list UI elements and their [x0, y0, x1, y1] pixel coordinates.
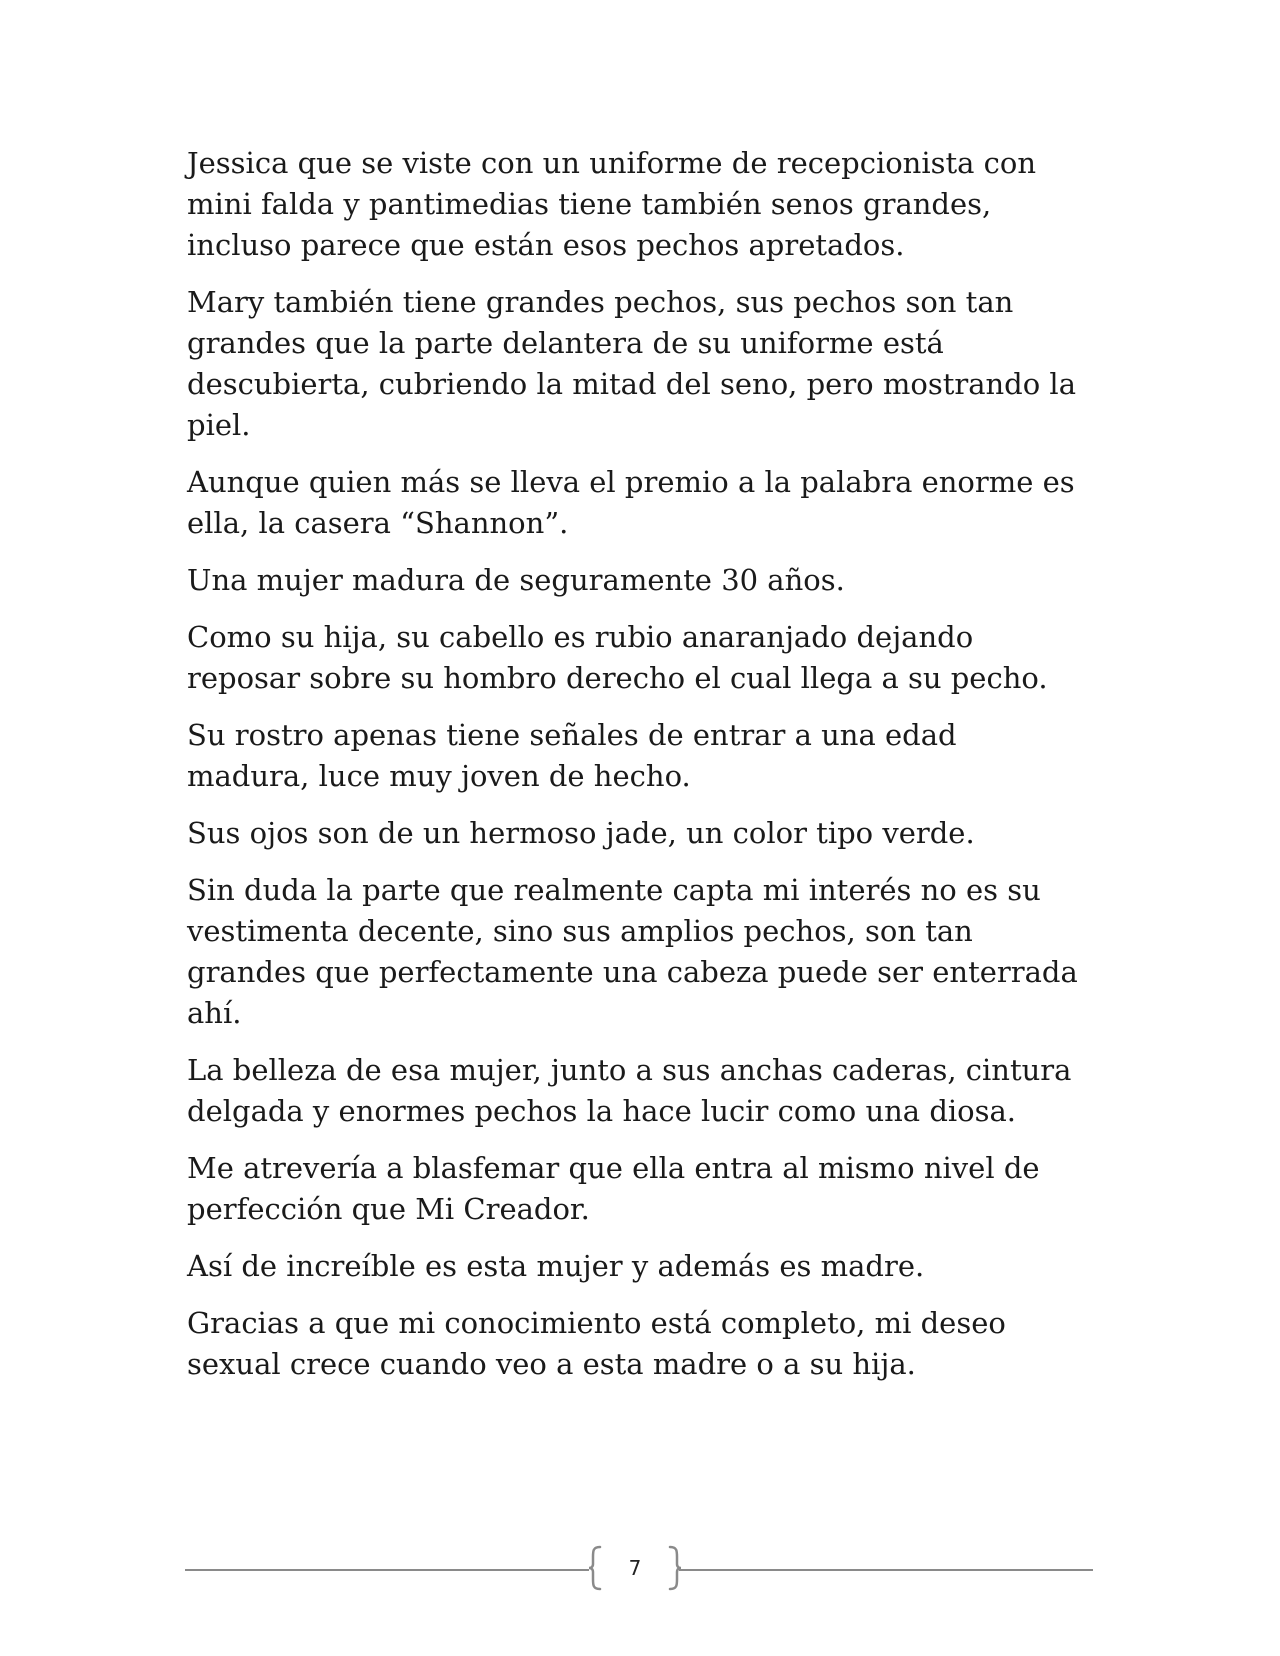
left-brace-icon: [588, 1545, 602, 1591]
body-text: [187, 143, 1087, 1401]
paragraph-8: Sin duda la parte que realmente capta mi interés no es su vestimenta decente, sino sus amplios pechos, son tan grandes que perfectamente una cabeza puede ser enterrada ahí.: [187, 873, 1078, 1030]
paragraph-10: Me atrevería a blasfemar que ella entra al mismo nivel de perfección que Mi Creador.: [187, 1151, 1040, 1226]
paragraph-6: Su rostro apenas tiene señales de entrar a una edad madura, luce muy joven de hecho.: [187, 718, 957, 793]
footer-rule-right: [679, 1569, 1093, 1571]
paragraph-9: La belleza de esa mujer, junto a sus anchas caderas, cintura delgada y enormes pechos la hace lucir como una diosa.: [187, 1053, 1072, 1128]
right-brace-icon: [668, 1545, 682, 1591]
paragraph-1: Jessica que se viste con un uniforme de recepcionista con mini falda y pantimedias tiene también senos grandes, incluso parece que están esos pechos apretados.: [187, 146, 1037, 262]
paragraph-12: Gracias a que mi conocimiento está completo, mi deseo sexual crece cuando veo a esta madre o a su hija.: [187, 1306, 1006, 1381]
paragraph-2: Mary también tiene grandes pechos, sus pechos son tan grandes que la parte delantera de su uniforme está descubierta, cubriendo la mitad del seno, pero mostrando la piel.: [187, 285, 1076, 442]
page-footer: [185, 1545, 1093, 1595]
paragraph-5: Como su hija, su cabello es rubio anaranjado dejando reposar sobre su hombro derecho el cual llega a su pecho.: [187, 620, 1048, 695]
footer-rule-left: [185, 1569, 589, 1571]
paragraph-7: Sus ojos son de un hermoso jade, un color tipo verde.: [187, 816, 975, 850]
paragraph-4: Una mujer madura de seguramente 30 años.: [187, 563, 845, 597]
page-number: 7: [628, 1556, 642, 1580]
paragraph-11: Así de increíble es esta mujer y además es madre.: [187, 1249, 925, 1283]
paragraph-3: Aunque quien más se lleva el premio a la palabra enorme es ella, la casera “Shannon”.: [187, 465, 1075, 540]
